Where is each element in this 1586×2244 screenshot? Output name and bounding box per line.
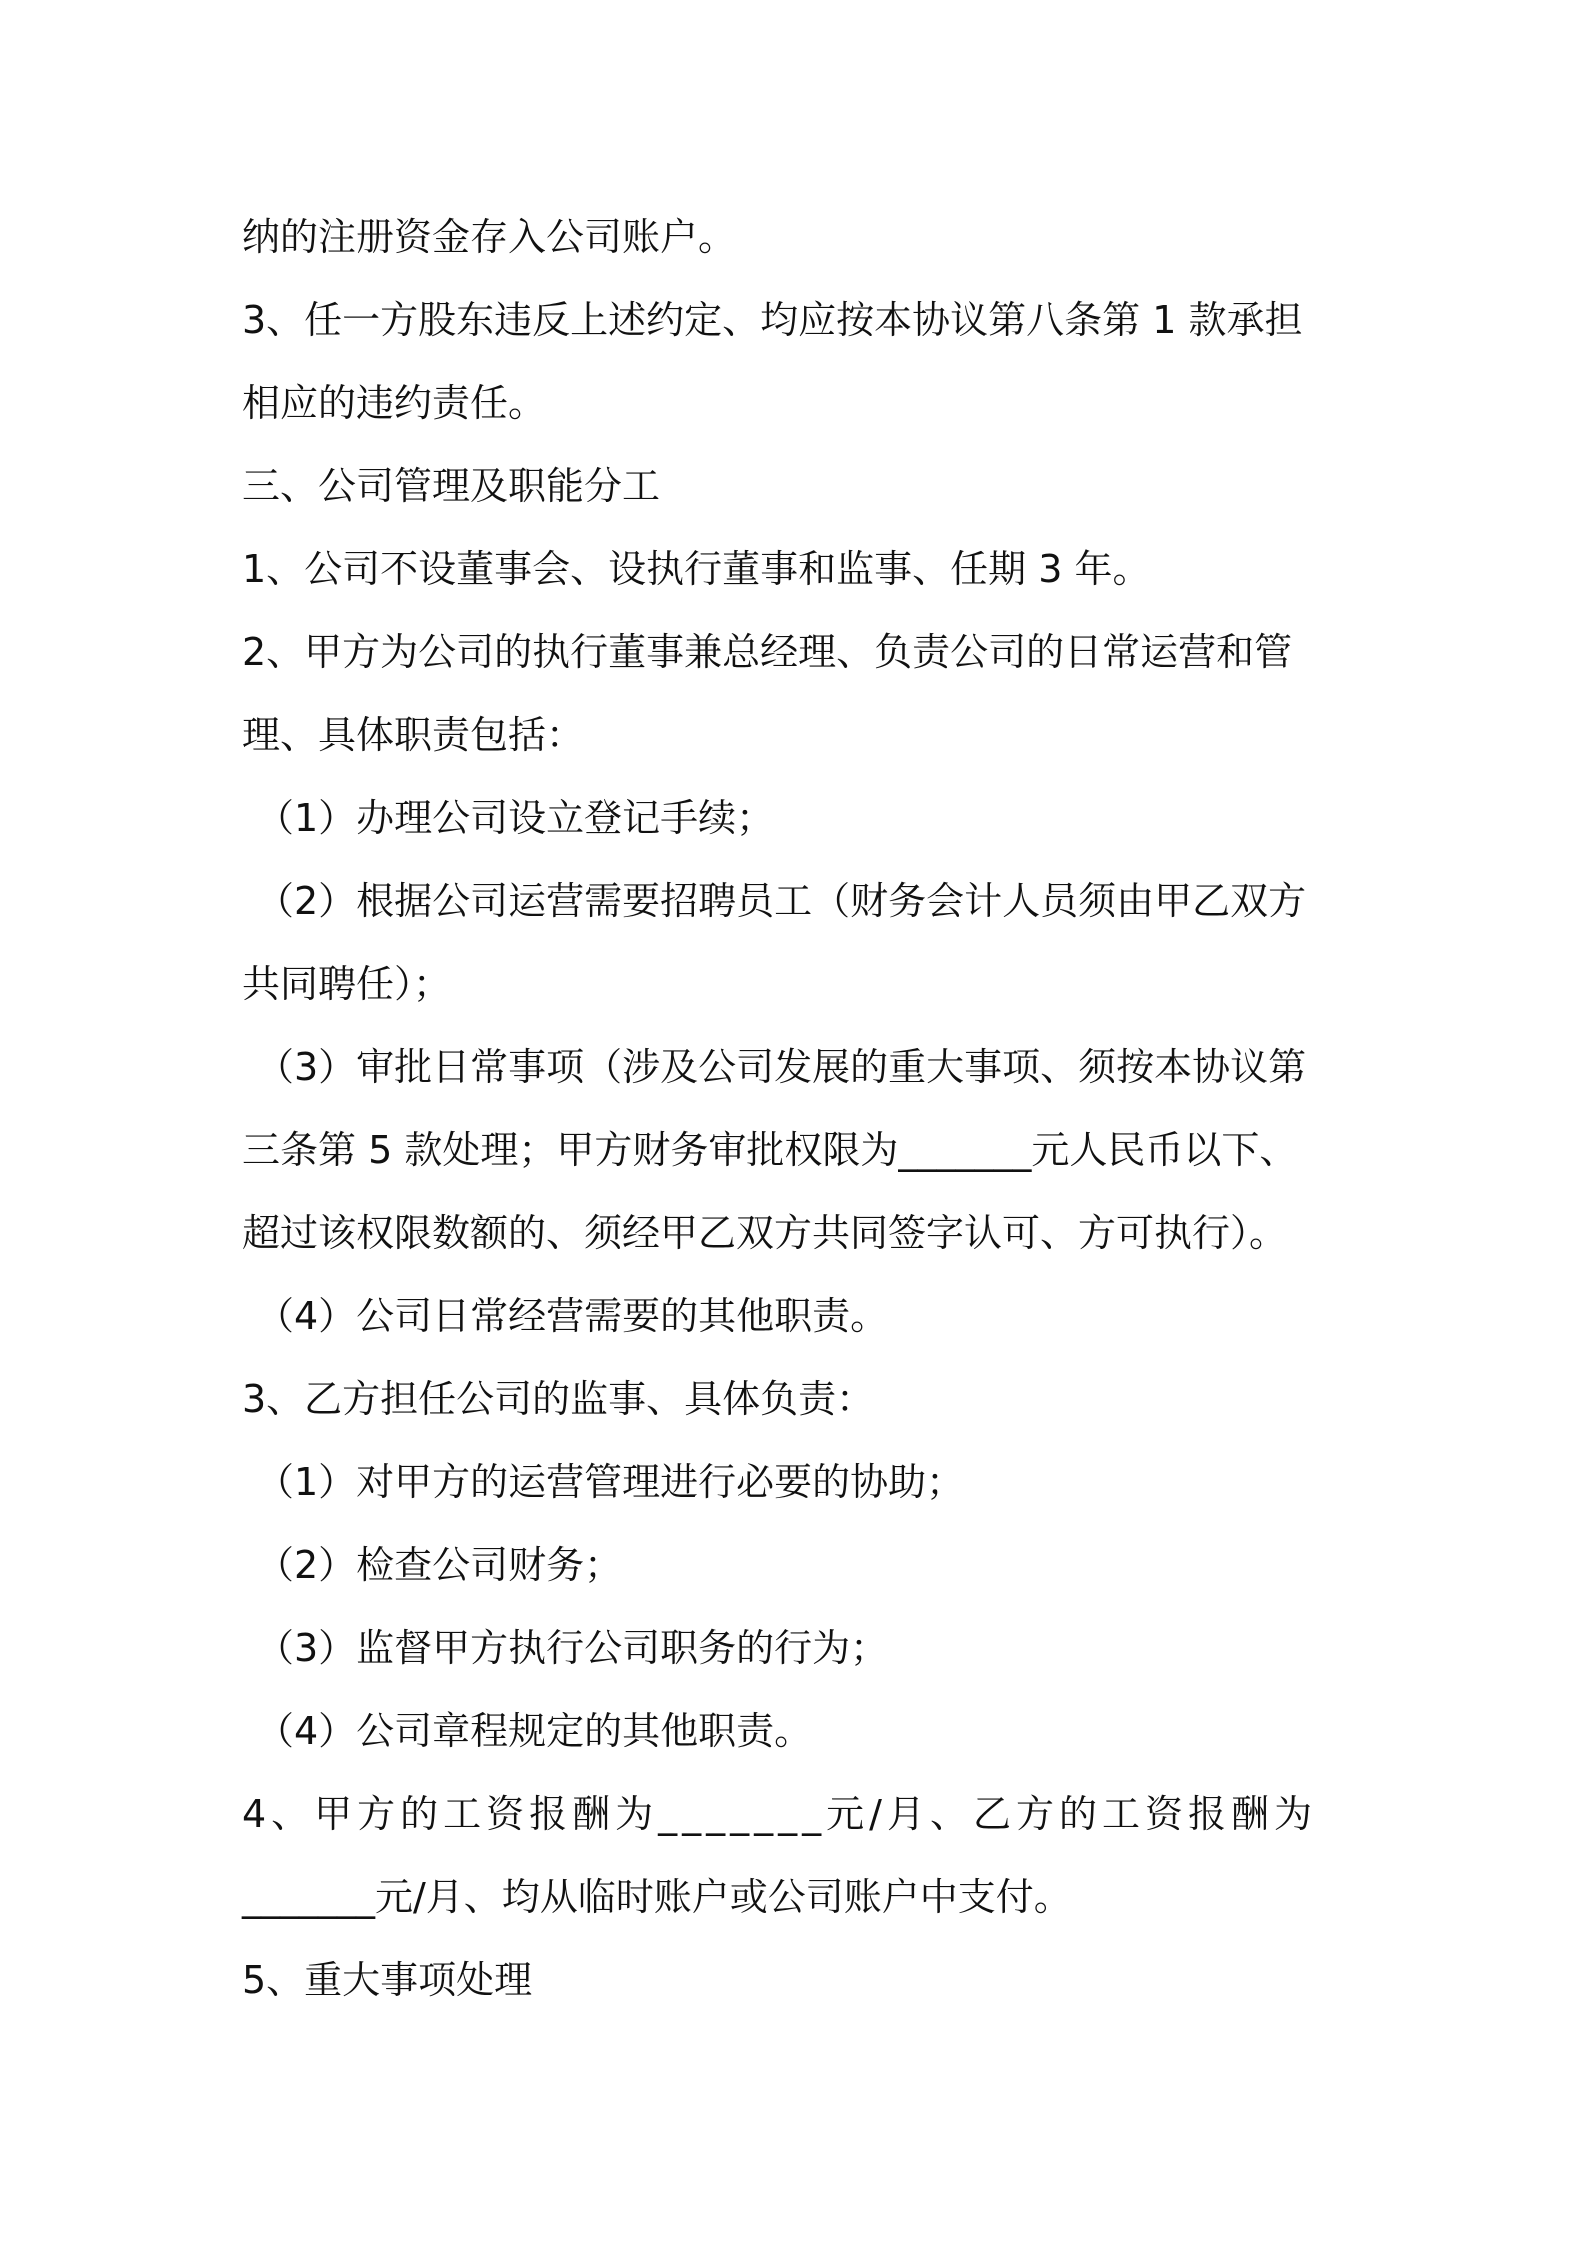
list-item: （4）公司章程规定的其他职责。 <box>256 1709 813 1753</box>
text-line: 超过该权限数额的、须经甲乙双方共同签字认可、方可执行）。 <box>242 1211 1288 1255</box>
text-line: 1、公司不设董事会、设执行董事和监事、任期 3 年。 <box>242 547 1151 591</box>
text-line: 相应的违约责任。 <box>242 381 547 425</box>
text-line: 3、乙方担任公司的监事、具体负责： <box>242 1377 875 1421</box>
list-item: （3）审批日常事项（涉及公司发展的重大事项、须按本协议第 <box>256 1045 1307 1089</box>
text-line: 3、任一方股东违反上述约定、均应按本协议第八条第 1 款承担 <box>242 298 1303 342</box>
text-line: 理、具体职责包括： <box>242 713 585 757</box>
text-line: 纳的注册资金存入公司账户。 <box>242 215 737 259</box>
text-line: 5、重大事项处理 <box>242 1958 533 2002</box>
list-item: （1）对甲方的运营管理进行必要的协助； <box>256 1460 965 1504</box>
text-line: 2、甲方为公司的执行董事兼总经理、负责公司的日常运营和管 <box>242 630 1293 674</box>
text-line: _______元/月、均从临时账户或公司账户中支付。 <box>242 1875 1072 1919</box>
list-item: （2）检查公司财务； <box>256 1543 623 1587</box>
text-line: 共同聘任）； <box>242 962 452 1006</box>
list-item: （1）办理公司设立登记手续； <box>256 796 775 840</box>
list-item: （2）根据公司运营需要招聘员工（财务会计人员须由甲乙双方 <box>256 879 1307 923</box>
text-line: 4、甲方的工资报酬为_______元/月、乙方的工资报酬为 <box>242 1792 1317 1836</box>
section-heading: 三、公司管理及职能分工 <box>242 464 661 508</box>
text-line: 三条第 5 款处理；甲方财务审批权限为_______元人民币以下、 <box>242 1128 1298 1172</box>
list-item: （3）监督甲方执行公司职务的行为； <box>256 1626 889 1670</box>
document-body <box>242 196 1362 2022</box>
list-item: （4）公司日常经营需要的其他职责。 <box>256 1294 889 1338</box>
